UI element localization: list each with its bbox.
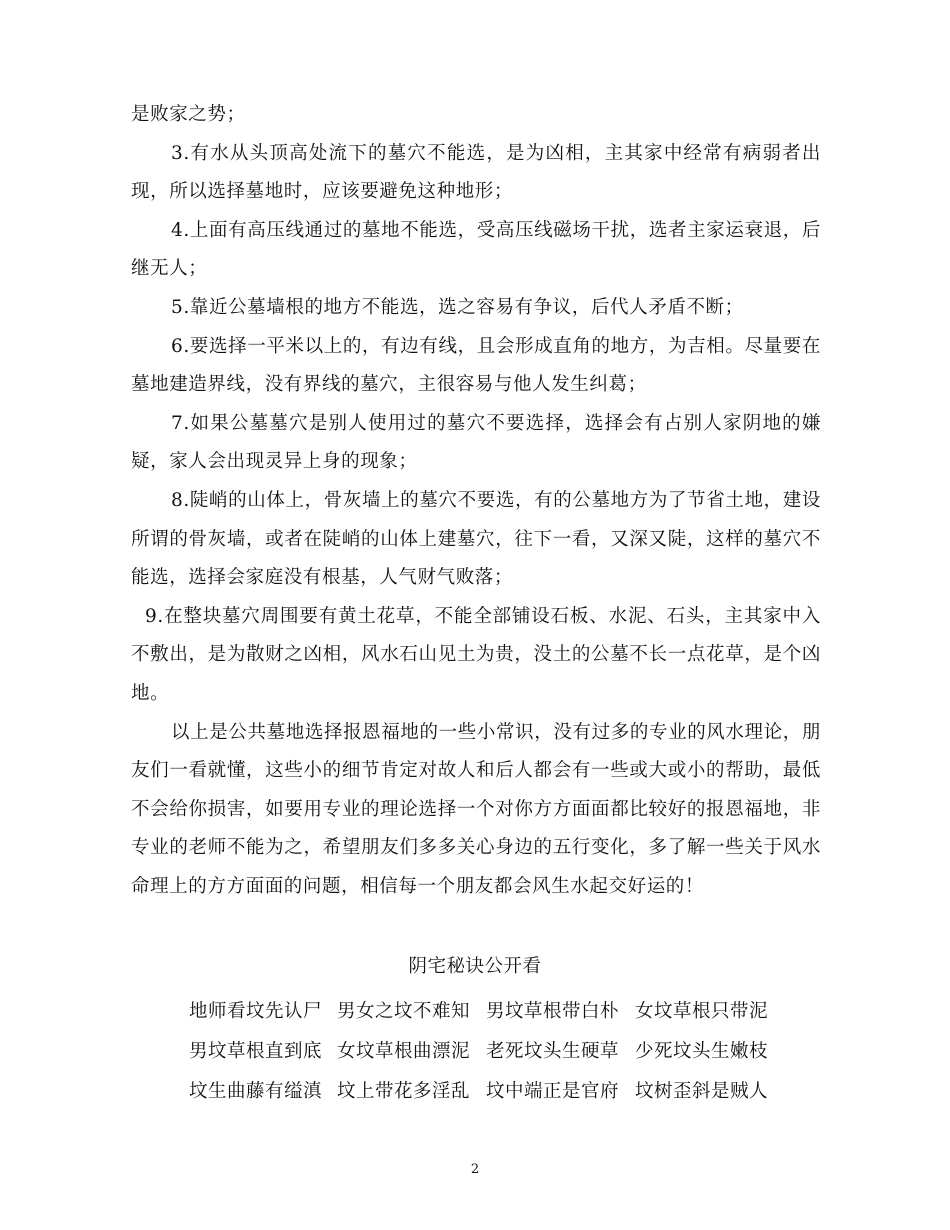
- paragraph-item-6: 6.要选择一平米以上的，有边有线，且会形成直角的地方，为吉相。尽量要在墓地建造界线，没有界线的墓穴，主很容易与他人发生纠葛；: [131, 335, 821, 396]
- poem-phrase: 坟上带花多淫乱: [337, 1081, 471, 1102]
- paragraph-item-5: 5.靠近公墓墙根的地方不能选，选之容易有争议，后代人矛盾不断；: [171, 296, 744, 318]
- poem-phrase: 地师看坟先认尸: [189, 1001, 323, 1022]
- poem-phrase: 坟树歪斜是贼人: [635, 1081, 769, 1102]
- poem-line: [0, 992, 950, 1032]
- page-number: 2: [470, 1162, 480, 1177]
- body-text: [131, 96, 821, 906]
- poem-phrase: 少死坟头生嫩枝: [635, 1041, 769, 1062]
- poem-phrase: 男女之坟不难知: [337, 1001, 471, 1022]
- poem-lines: [0, 992, 950, 1112]
- poem-phrase: 男坟草根带白朴: [486, 1001, 620, 1022]
- poem-phrase: 老死坟头生硬草: [486, 1041, 620, 1062]
- poem-phrase: 坟生曲藤有缢滇: [189, 1081, 323, 1102]
- poem-line: [0, 1072, 950, 1112]
- paragraph-item-7: 7.如果公墓墓穴是别人使用过的墓穴不要选择，选择会有占别人家阴地的嫌疑，家人会出现灵异上身的现象；: [131, 412, 821, 473]
- poem-phrase: 坟中端正是官府: [486, 1081, 620, 1102]
- paragraph-item-4: 4.上面有高压线通过的墓地不能选，受高压线磁场干扰，选者主家运衰退，后继无人；: [131, 219, 821, 280]
- poem-phrase: 女坟草根只带泥: [635, 1001, 769, 1022]
- paragraph-item-9: 9.在整块墓穴周围要有黄土花草，不能全部铺设石板、水泥、石头，主其家中入不敷出，是为散财之凶相，风水石山见土为贵，没土的公墓不长一点花草，是个凶地。: [131, 605, 821, 704]
- poem-line: [0, 1032, 950, 1072]
- paragraph-item-3: 3.有水从头顶高处流下的墓穴不能选，是为凶相，主其家中经常有病弱者出现，所以选择墓地时，应该要避免这种地形；: [131, 142, 821, 203]
- poem-title: 阴宅秘诀公开看: [408, 956, 542, 977]
- paragraph-conclusion: 以上是公共墓地选择报恩福地的一些小常识，没有过多的专业的风水理论，朋友们一看就懂，这些小的细节肯定对故人和后人都会有一些或大或小的帮助，最低不会给你损害，如要用专业的理论选择一个对你方方面面都比较好的报恩福地，非专业的老师不能为之，希望朋友们多多关心身边的五行变化，多了解一些关于风水命理上的方方面面的问题，相信每一个朋友都会风生水起交好运的！: [131, 721, 821, 897]
- poem-phrase: 女坟草根曲漂泥: [337, 1041, 471, 1062]
- paragraph-item-8: 8.陡峭的山体上，骨灰墙上的墓穴不要选，有的公墓地方为了节省土地，建设所谓的骨灰墙，或者在陡峭的山体上建墓穴，往下一看，又深又陡，这样的墓穴不能选，选择会家庭没有根基，人气财气败落；: [131, 489, 821, 589]
- poem-phrase: 男坟草根直到底: [189, 1041, 323, 1062]
- paragraph-continuation: 是败家之势；: [131, 104, 246, 125]
- poem-section: [0, 952, 950, 1112]
